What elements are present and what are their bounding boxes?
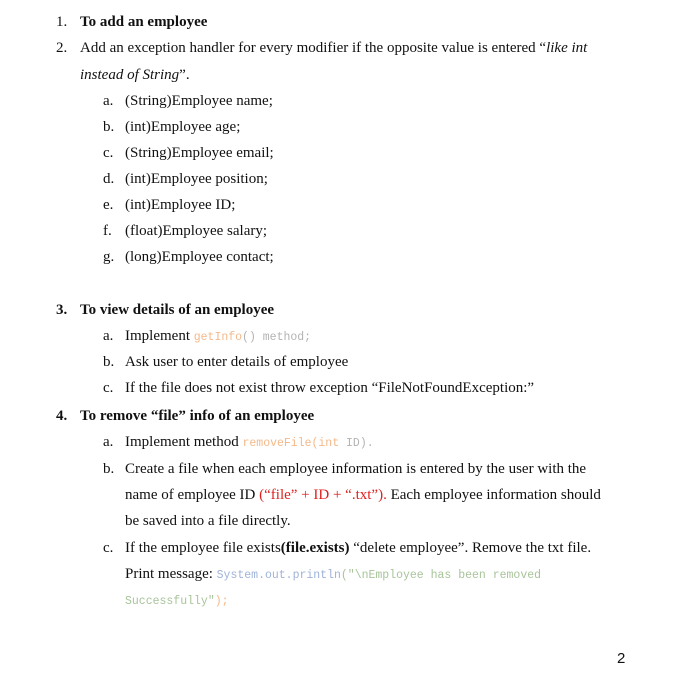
filename-formula: (“file” + ID + “.txt”). [259, 487, 387, 503]
sub-item-text: If the employee file exists(file.exists) “delete employee”. Remove the txt file. [125, 540, 592, 556]
item-text: Add an exception handler for every modifier if the opposite value is entered “like int [80, 40, 588, 56]
sub-item-text: (float)Employee salary; [125, 223, 268, 239]
sub-item-text: Implement getInfo() method; [125, 328, 312, 344]
sub-item-text-continued: Print message: System.out.println("\nEmployee has been removed [125, 566, 542, 582]
sub-item-text: (int)Employee ID; [125, 197, 236, 213]
item-title: To remove “file” info of an employee [80, 408, 315, 424]
sub-item-letter: b. [103, 354, 115, 370]
sub-item-letter: a. [103, 434, 114, 450]
list-number: 2. [56, 40, 68, 56]
sub-item-text: Ask user to enter details of employee [125, 354, 349, 370]
code-method-name: getInfo [193, 331, 243, 344]
item-title: To view details of an employee [80, 302, 275, 318]
sub-item-text: Create a file when each employee information is entered by the user with the [125, 461, 587, 477]
sub-item-text: Implement method removeFile(int ID). [125, 434, 374, 450]
sub-item-letter: a. [103, 328, 114, 344]
page-number: 2 [617, 650, 626, 667]
list-number: 1. [56, 14, 68, 30]
sub-item-text: (int)Employee age; [125, 119, 241, 135]
sub-item-text: (String)Employee name; [125, 93, 273, 109]
code-print-call: System.out.println [216, 569, 341, 582]
code-continued: Successfully"); [125, 595, 229, 608]
sub-item-letter: c. [103, 540, 114, 556]
sub-item-letter: a. [103, 93, 114, 109]
sub-item-text: (int)Employee position; [125, 171, 268, 187]
sub-item-text: (long)Employee contact; [125, 249, 274, 265]
sub-item-letter: e. [103, 197, 114, 213]
sub-item-letter: c. [103, 145, 114, 161]
sub-item-letter: b. [103, 461, 115, 477]
sub-item-text: (String)Employee email; [125, 145, 274, 161]
sub-item-text-continued: name of employee ID (“file” + ID + “.txt”). Each employee information should [125, 487, 601, 503]
sub-item-letter: c. [103, 380, 114, 396]
item-text-continued: instead of String”. [80, 67, 190, 83]
sub-item-letter: f. [103, 223, 112, 239]
sub-item-letter: b. [103, 119, 115, 135]
sub-item-letter: d. [103, 171, 115, 187]
list-number: 4. [56, 408, 68, 424]
code-method-name: removeFile [242, 437, 312, 450]
sub-item-text: If the file does not exist throw exception “FileNotFoundException:” [125, 380, 535, 396]
sub-item-letter: g. [103, 249, 115, 265]
list-number: 3. [56, 302, 68, 318]
sub-item-text-continued: be saved into a file directly. [125, 513, 291, 529]
item-title: To add an employee [80, 14, 208, 30]
